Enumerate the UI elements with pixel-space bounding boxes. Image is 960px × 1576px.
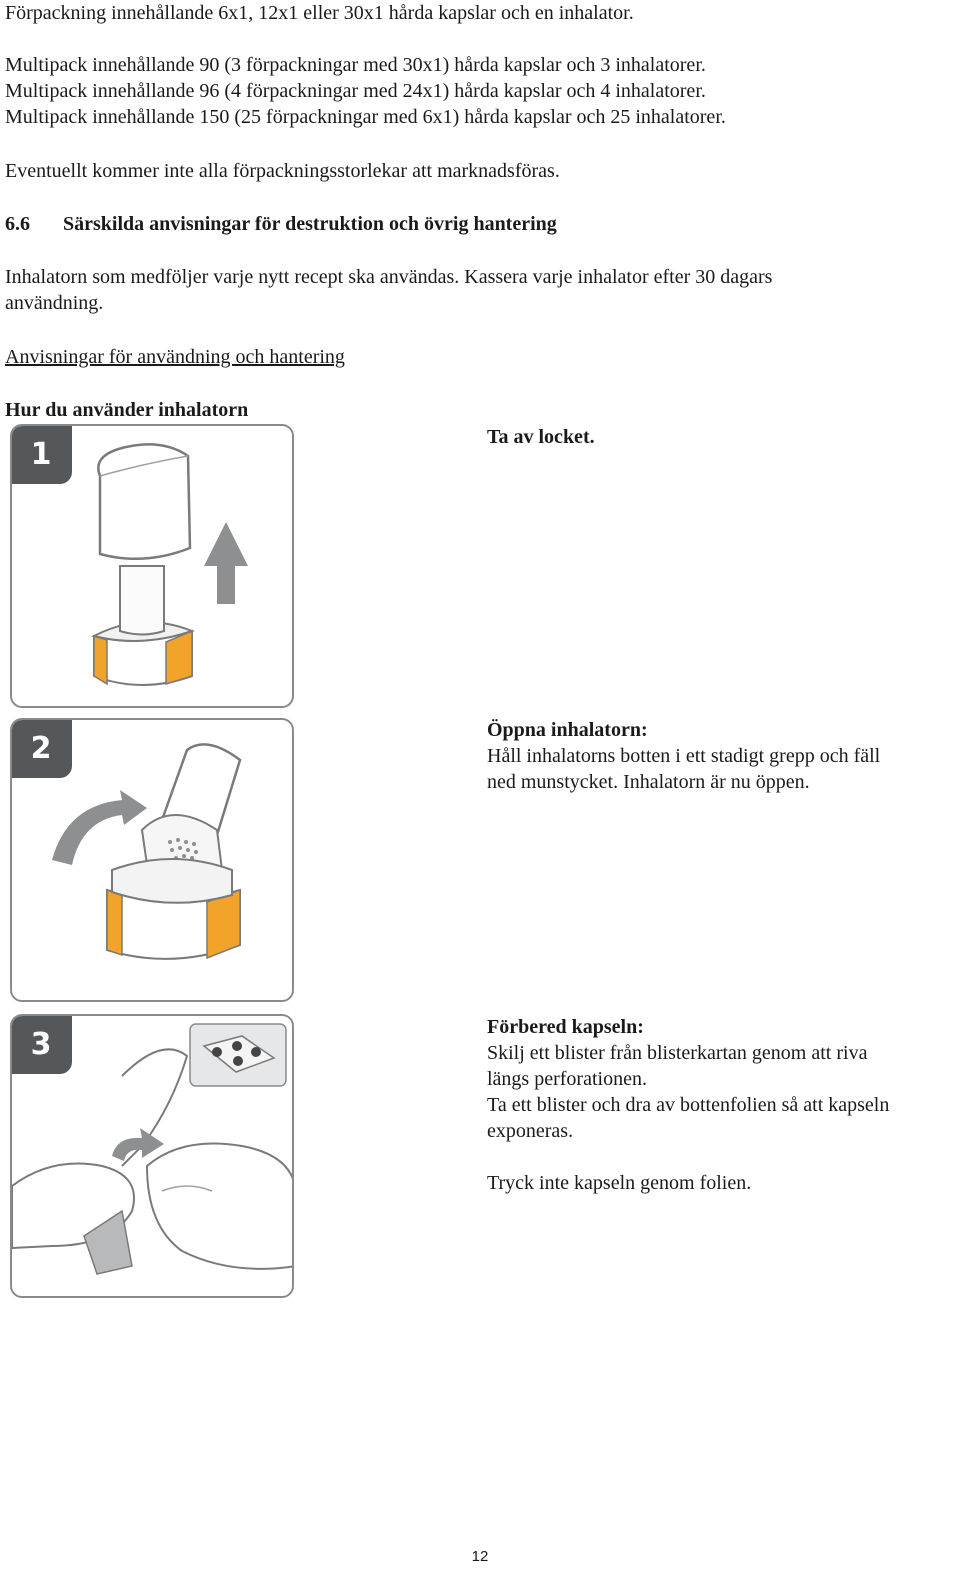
packaging-note: Eventuellt kommer inte alla förpackningsstorlekar att marknadsföras. <box>5 160 560 182</box>
step-1-title: Ta av locket. <box>487 426 595 448</box>
step-3-line-1: Skilj ett blister från blisterkartan genom att riva <box>487 1042 868 1064</box>
step-3-warning: Tryck inte kapseln genom folien. <box>487 1172 752 1194</box>
step-2-line-1: Håll inhalatorns botten i ett stadigt grepp och fäll <box>487 745 881 767</box>
step-3-line-2: längs perforationen. <box>487 1068 647 1090</box>
how-to-heading: Hur du använder inhalatorn <box>5 399 249 421</box>
step-2-illustration <box>10 718 294 1002</box>
section-number: 6.6 <box>5 213 30 235</box>
step-2-line-2: ned munstycket. Inhalatorn är nu öppen. <box>487 771 810 793</box>
section-body-line-2: användning. <box>5 292 104 314</box>
step-1-illustration <box>10 424 294 708</box>
instructions-link[interactable]: Anvisningar för användning och hantering <box>5 346 345 368</box>
step-3-text <box>487 1014 957 1196</box>
section-heading <box>5 211 557 237</box>
step-3-illustration <box>10 1014 294 1298</box>
step-2-text <box>487 717 957 795</box>
packaging-line: Förpackning innehållande 6x1, 12x1 eller 30x1 hårda kapslar och en inhalator. <box>5 2 634 24</box>
step-2-badge: 2 <box>10 718 72 778</box>
step-2-title: Öppna inhalatorn: <box>487 719 648 741</box>
step-3-title: Förbered kapseln: <box>487 1016 644 1038</box>
step-3-line-4: exponeras. <box>487 1120 574 1142</box>
multipack-line-2: Multipack innehållande 96 (4 förpackningar med 24x1) hårda kapslar och 4 inhalatorer. <box>5 80 706 102</box>
step-1-badge: 1 <box>10 424 72 484</box>
step-1-text <box>487 424 957 450</box>
step-3-line-3: Ta ett blister och dra av bottenfolien så att kapseln <box>487 1094 890 1116</box>
section-title: Särskilda anvisningar för destruktion och övrig hantering <box>63 213 557 235</box>
multipack-line-1: Multipack innehållande 90 (3 förpackningar med 30x1) hårda kapslar och 3 inhalatorer. <box>5 54 706 76</box>
page-number: 12 <box>471 1548 489 1565</box>
section-body-line-1: Inhalatorn som medföljer varje nytt recept ska användas. Kassera varje inhalator efter 30 dagars <box>5 266 773 288</box>
multipack-line-3: Multipack innehållande 150 (25 förpackningar med 6x1) hårda kapslar och 25 inhalatorer. <box>5 106 726 128</box>
step-3-badge: 3 <box>10 1014 72 1074</box>
